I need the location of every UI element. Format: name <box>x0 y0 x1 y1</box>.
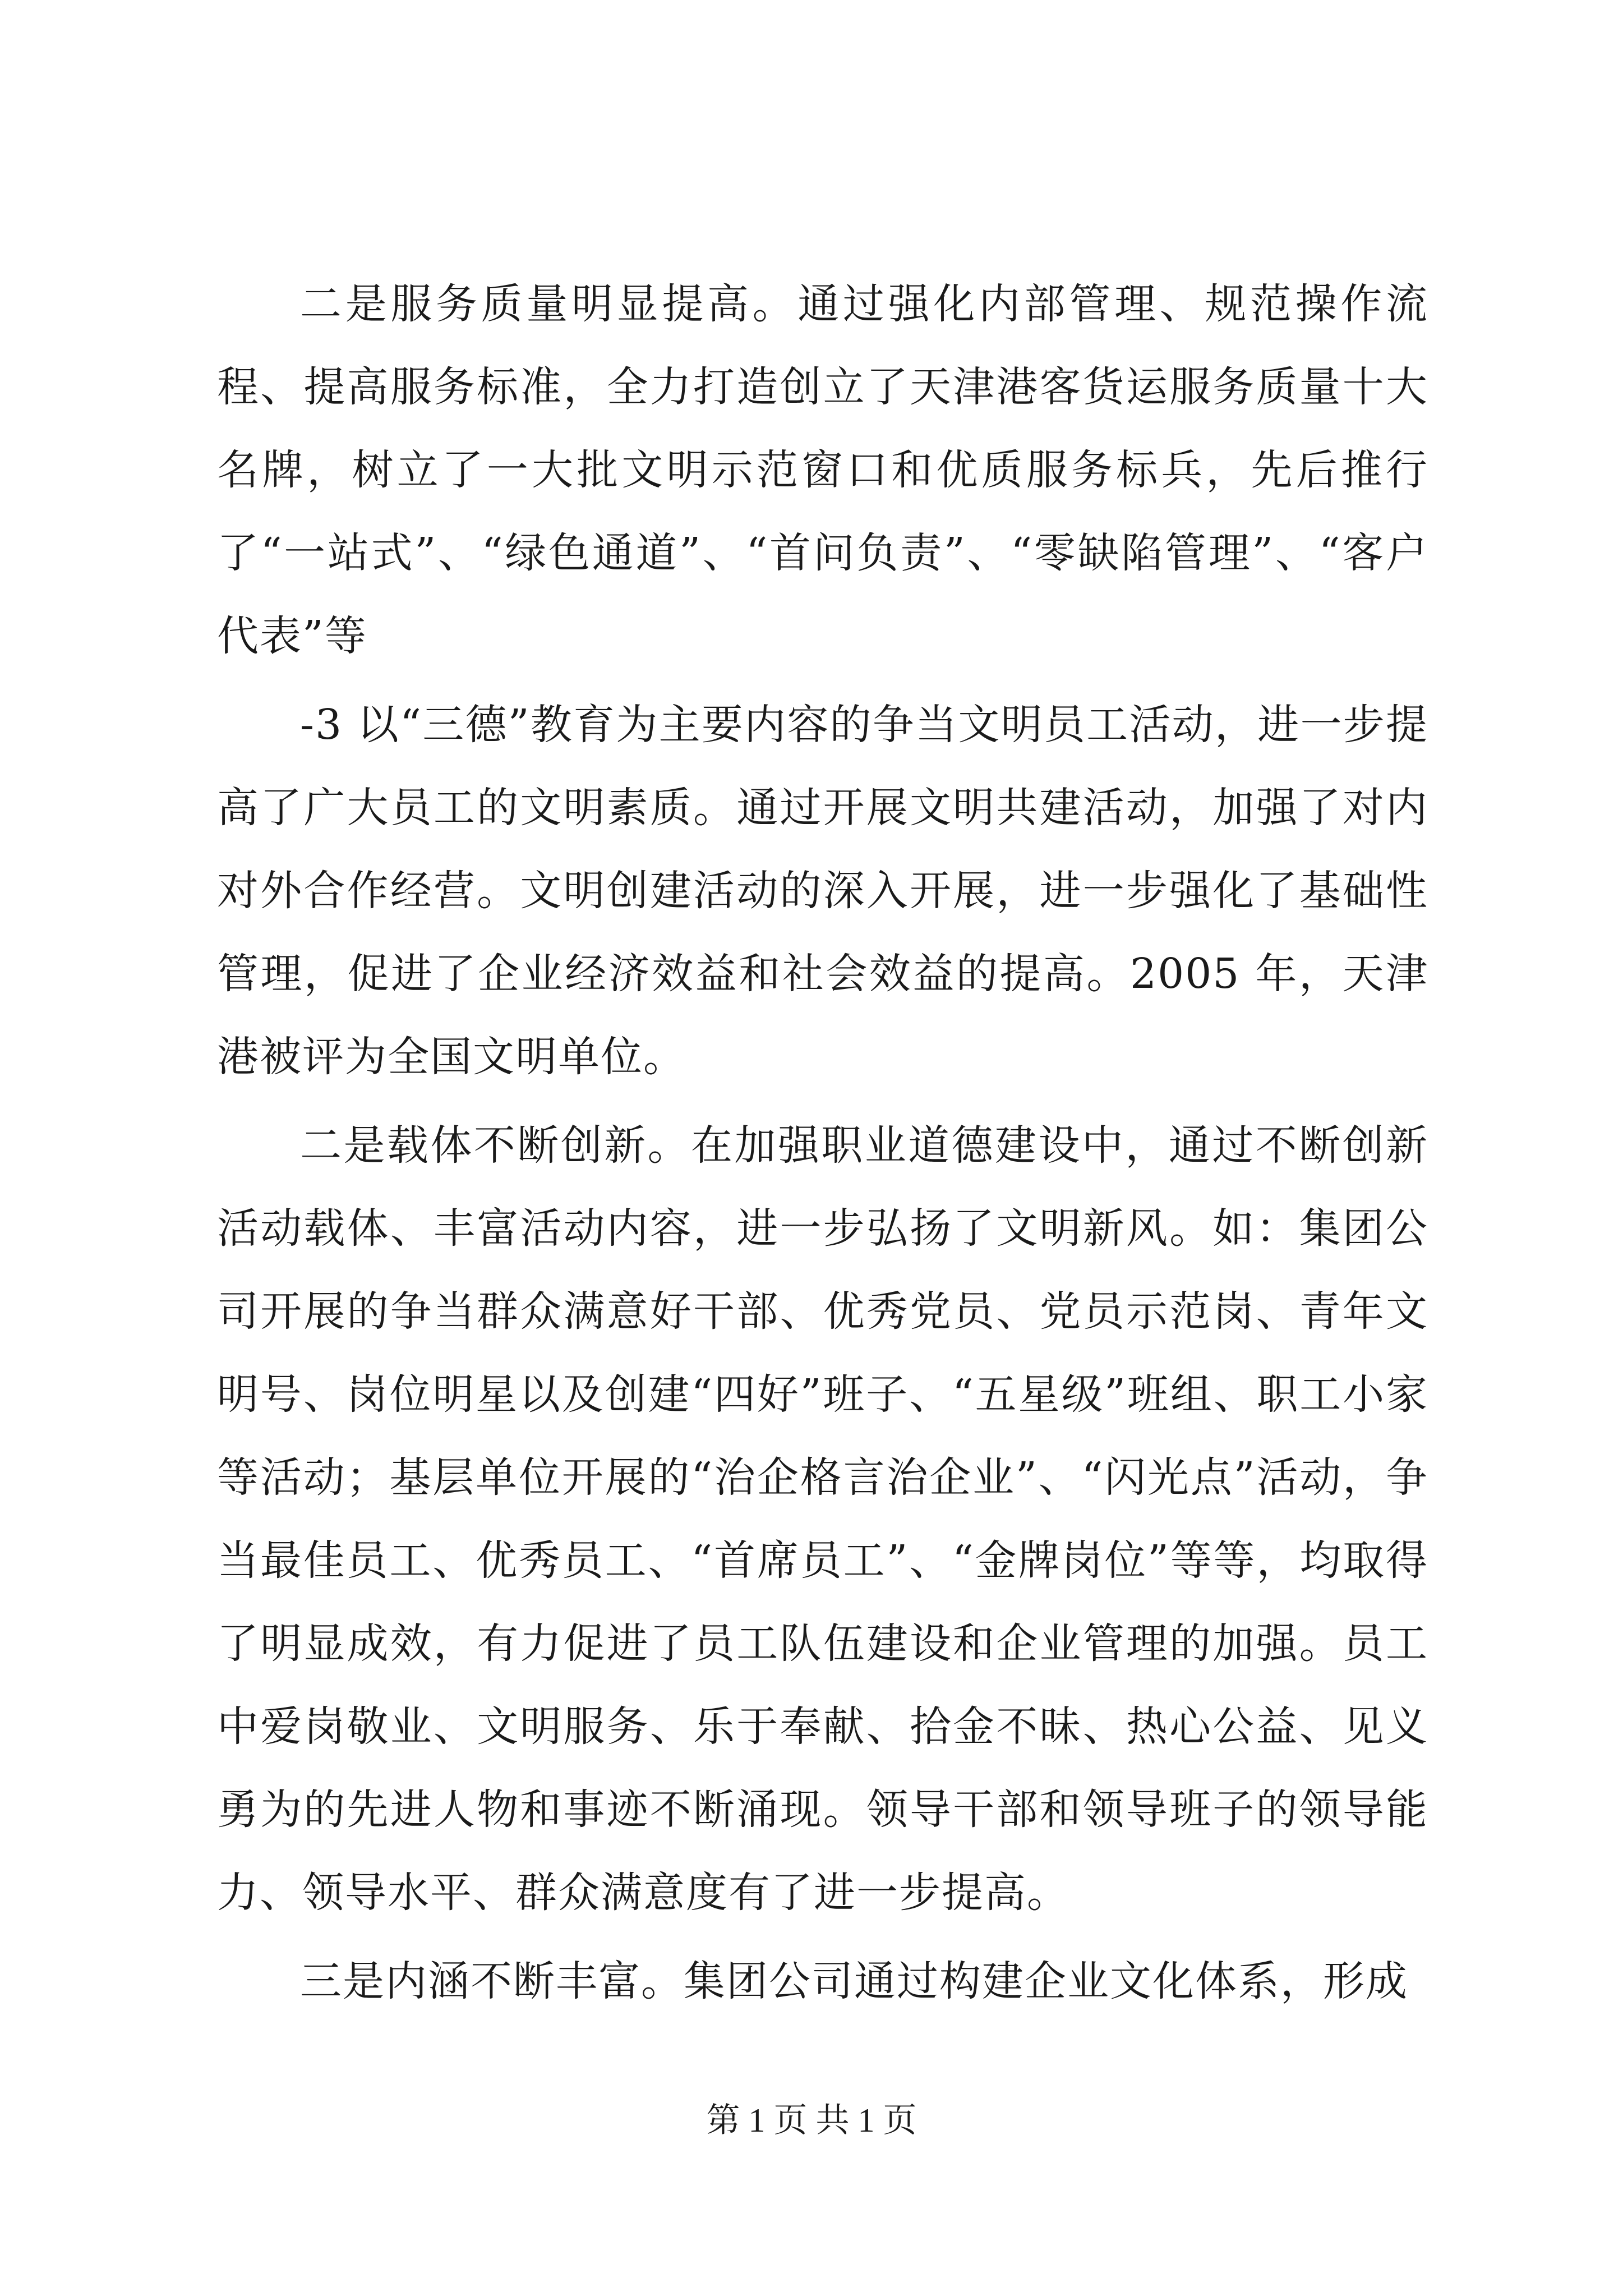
document-body <box>217 263 1428 2028</box>
page-number-footer: 第 1 页 共 1 页 <box>706 2102 917 2139</box>
paragraph-service-quality: 二是服务质量明显提高。通过强化内部管理、规范操作流程、提高服务标准，全力打造创立了天津港客货运服务质量十大名牌，树立了一大批文明示范窗口和优质服务标兵，先后推行了“一站式”、“绿色通道”、“首问负责”、“零缺陷管理”、“客户代表”等 <box>217 280 1428 660</box>
paragraph-carrier-innovation: 二是载体不断创新。在加强职业道德建设中，通过不断创新活动载体、丰富活动内容，进一步弘扬了文明新风。如：集团公司开展的争当群众满意好干部、优秀党员、党员示范岗、青年文明号、岗位明星以及创建“四好”班子、“五星级”班组、职工小家等活动；基层单位开展的“治企格言治企业”、“闪光点”活动，争当最佳员工、优秀员工、“首席员工”、“金牌岗位”等等，均取得了明显成效，有力促进了员工队伍建设和企业管理的加强。员工中爱岗敬业、文明服务、乐于奉献、拾金不昧、热心公益、见义勇为的先进人物和事迹不断涌现。领导干部和领导班子的领导能力、领导水平、群众满意度有了进一步提高。 <box>217 1121 1428 1917</box>
paragraph-connotation: 三是内涵不断丰富。集团公司通过构建企业文化体系，形成 <box>300 1957 1408 2005</box>
paragraph-civilized-staff: -3 以“三德”教育为主要内容的争当文明员工活动，进一步提高了广大员工的文明素质。通过开展文明共建活动，加强了对内对外合作经营。文明创建活动的深入开展，进一步强化了基础性管理，促进了企业经济效益和社会效益的提高。2005 年，天津港被评为全国文明单位。 <box>217 701 1428 1081</box>
